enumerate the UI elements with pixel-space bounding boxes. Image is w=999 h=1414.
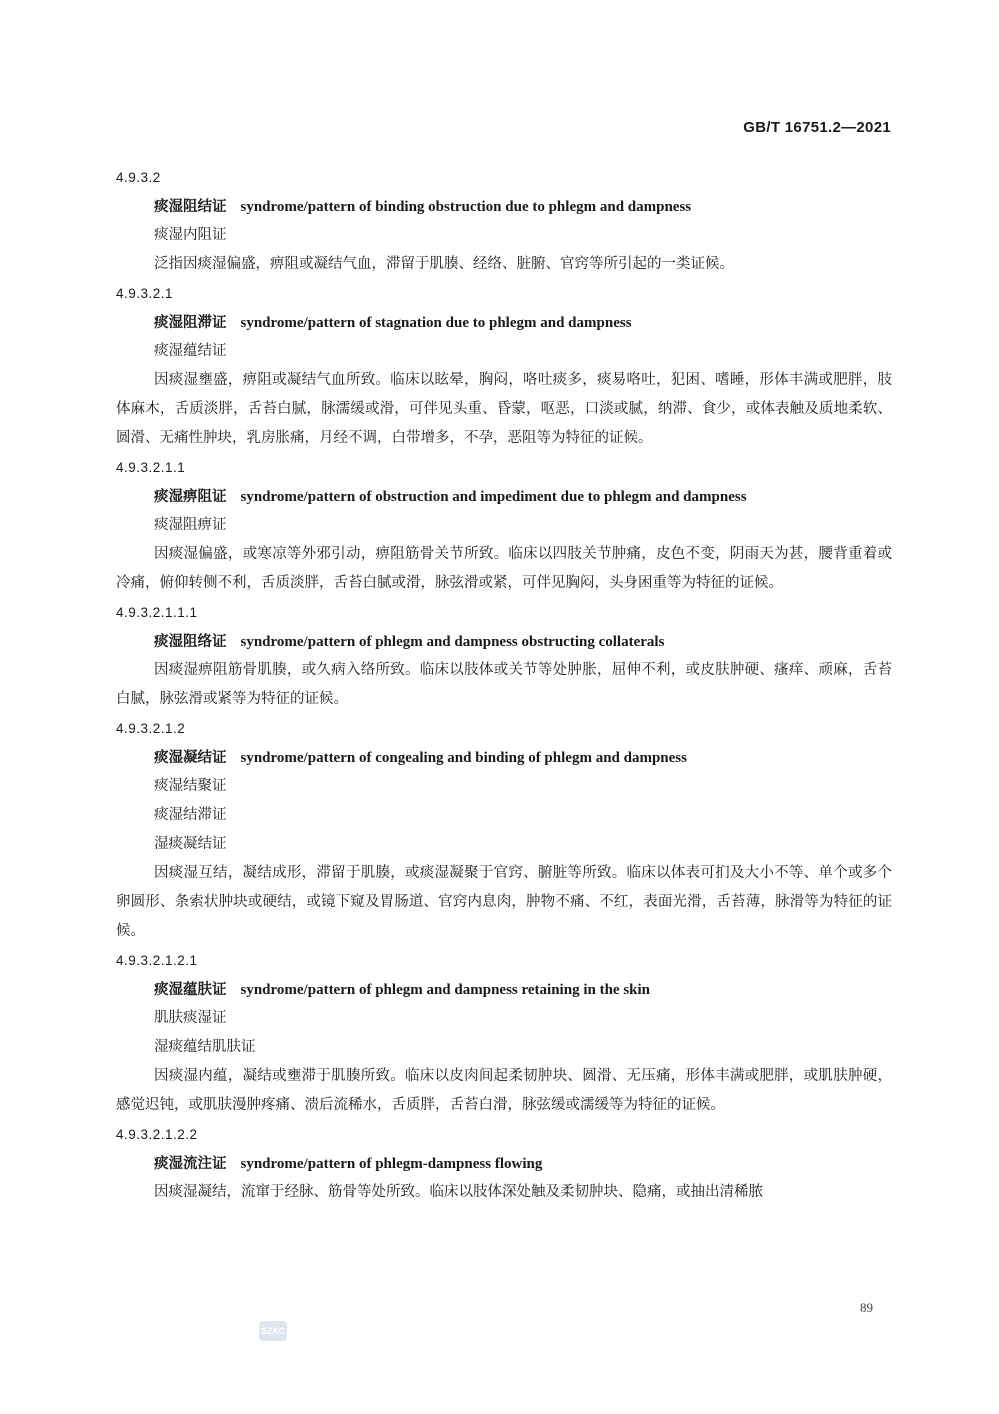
term-line bbox=[116, 1149, 892, 1178]
term-cn: 痰湿痹阻证 bbox=[154, 488, 227, 505]
synonym: 痰湿内阻证 bbox=[154, 227, 227, 243]
document-body bbox=[116, 163, 892, 1207]
term-line bbox=[116, 743, 892, 772]
definition: 因痰湿互结，凝结成形，滞留于肌腠，或痰湿凝聚于官窍、腑脏等所致。临床以体表可扪及大小不等、单个或多个卵圆形、条索状肿块或硬结，或镜下窥及胃肠道、官窍内息肉，肿物不痛、不红，表面光滑，舌苔薄，脉滑等为特征的证候。 bbox=[116, 865, 892, 939]
term-line bbox=[116, 975, 892, 1004]
term-en: syndrome/pattern of obstruction and impediment due to phlegm and dampness bbox=[240, 489, 747, 505]
synonym: 痰湿结聚证 bbox=[154, 778, 227, 794]
entry bbox=[116, 598, 892, 714]
term-en: syndrome/pattern of phlegm and dampness retaining in the skin bbox=[240, 982, 651, 998]
term-cn: 痰湿阻滞证 bbox=[154, 314, 227, 331]
entry bbox=[116, 453, 892, 598]
section-number: 4.9.3.2.1.2 bbox=[116, 721, 186, 736]
section-number: 4.9.3.2.1.1 bbox=[116, 460, 186, 475]
definition: 因痰湿偏盛，或寒凉等外邪引动，痹阻筋骨关节所致。临床以四肢关节肿痛，皮色不变，阴雨天为甚，腰背重着或冷痛，俯仰转侧不利，舌质淡胖，舌苔白腻或滑，脉弦滑或紧，可伴见胸闷，头身困重等为特征的证候。 bbox=[116, 546, 892, 591]
section-number: 4.9.3.2 bbox=[116, 170, 161, 185]
section-number: 4.9.3.2.1.2.1 bbox=[116, 953, 198, 968]
synonym: 湿痰凝结证 bbox=[154, 836, 227, 852]
definition: 因痰湿痹阻筋骨肌腠，或久病入络所致。临床以肢体或关节等处肿胀，屈伸不利，或皮肤肿硬、瘙痒、顽麻，舌苔白腻，脉弦滑或紧等为特征的证候。 bbox=[116, 662, 892, 707]
term-line bbox=[116, 482, 892, 511]
term-en: syndrome/pattern of congealing and binding of phlegm and dampness bbox=[240, 750, 687, 766]
term-line bbox=[116, 308, 892, 337]
section-number: 4.9.3.2.1 bbox=[116, 286, 174, 301]
entry bbox=[116, 1120, 892, 1207]
definition: 因痰湿凝结，流窜于经脉、筋骨等处所致。临床以肢体深处触及柔韧肿块、隐痛，或抽出清稀脓 bbox=[154, 1184, 763, 1200]
page-number: 89 bbox=[860, 1300, 873, 1315]
watermark-logo: SZXC bbox=[259, 1321, 287, 1341]
entry bbox=[116, 279, 892, 453]
term-en: syndrome/pattern of binding obstruction due to phlegm and dampness bbox=[240, 199, 692, 215]
synonym: 湿痰蕴结肌肤证 bbox=[154, 1039, 256, 1055]
section-number: 4.9.3.2.1.1.1 bbox=[116, 605, 198, 620]
entry bbox=[116, 163, 892, 279]
term-cn: 痰湿蕴肤证 bbox=[154, 981, 227, 998]
term-line bbox=[116, 192, 892, 221]
synonym: 痰湿结滞证 bbox=[154, 807, 227, 823]
entry bbox=[116, 714, 892, 946]
synonym: 痰湿蕴结证 bbox=[154, 343, 227, 359]
section-number: 4.9.3.2.1.2.2 bbox=[116, 1127, 198, 1142]
term-cn: 痰湿阻络证 bbox=[154, 633, 227, 650]
term-en: syndrome/pattern of phlegm and dampness obstructing collaterals bbox=[240, 634, 665, 650]
term-cn: 痰湿流注证 bbox=[154, 1155, 227, 1172]
term-en: syndrome/pattern of phlegm-dampness flowing bbox=[240, 1156, 543, 1172]
term-cn: 痰湿阻结证 bbox=[154, 198, 227, 215]
term-en: syndrome/pattern of stagnation due to phlegm and dampness bbox=[240, 315, 632, 331]
definition: 因痰湿内蕴，凝结或壅滞于肌腠所致。临床以皮肉间起柔韧肿块、圆滑、无压痛，形体丰满或肥胖，或肌肤肿硬，感觉迟钝，或肌肤漫肿疼痛、溃后流稀水，舌质胖，舌苔白滑，脉弦缓或濡缓等为特征的证候。 bbox=[116, 1068, 892, 1113]
term-cn: 痰湿凝结证 bbox=[154, 749, 227, 766]
synonym: 肌肤痰湿证 bbox=[154, 1010, 227, 1026]
entry bbox=[116, 946, 892, 1120]
standard-number: GB/T 16751.2—2021 bbox=[743, 119, 891, 136]
synonym: 痰湿阻痹证 bbox=[154, 517, 227, 533]
definition: 因痰湿壅盛，痹阻或凝结气血所致。临床以眩晕，胸闷，咯吐痰多，痰易咯吐，犯困、嗜睡，形体丰满或肥胖，肢体麻木，舌质淡胖，舌苔白腻，脉濡缓或滑，可伴见头重、昏蒙，呕恶，口淡或腻，纳滞、食少，或体表触及质地柔软、圆滑、无痛性肿块，乳房胀痛，月经不调，白带增多，不孕，恶阻等为特征的证候。 bbox=[116, 372, 892, 446]
term-line bbox=[116, 627, 892, 656]
definition: 泛指因痰湿偏盛，痹阻或凝结气血，滞留于肌腠、经络、脏腑、官窍等所引起的一类证候。 bbox=[154, 256, 734, 272]
